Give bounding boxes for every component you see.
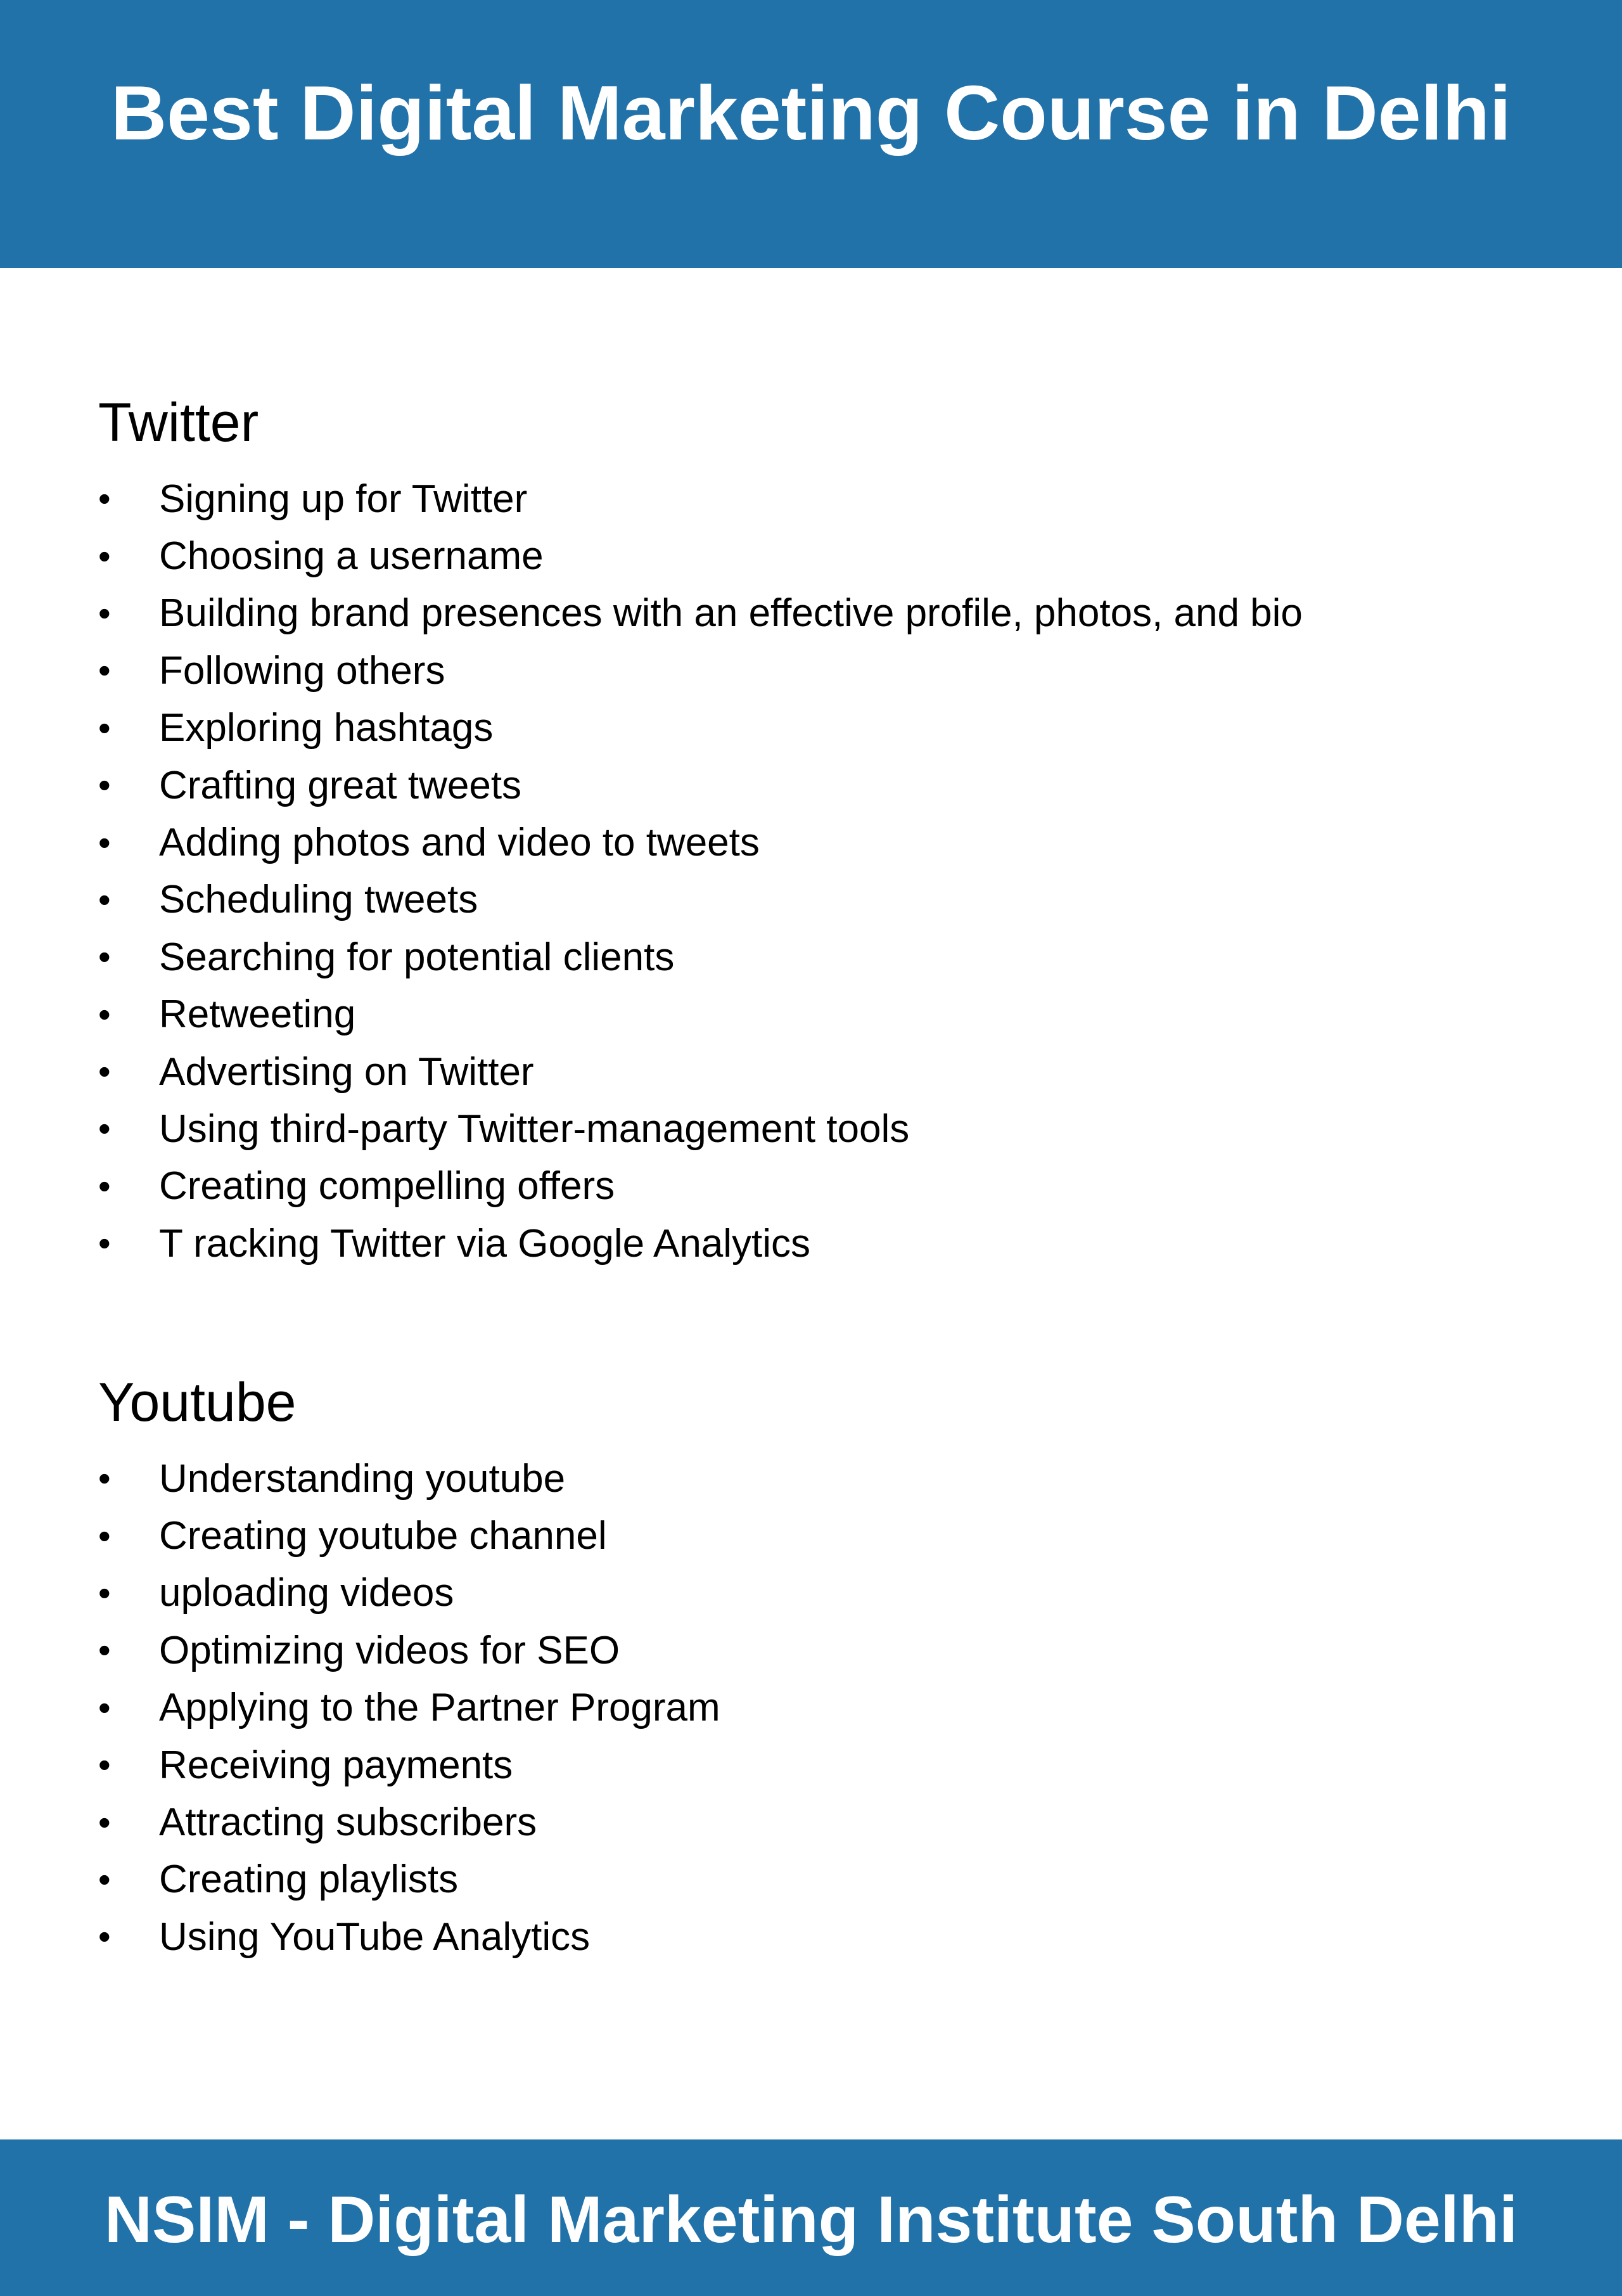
list-item [98, 1851, 1555, 1908]
list-item [98, 1100, 1555, 1157]
list-item [98, 642, 1555, 699]
list-item-text: uploading videos [159, 1571, 454, 1615]
list-item [98, 1908, 1555, 1965]
list-item [98, 1736, 1555, 1793]
bullet-icon: • [98, 994, 111, 1034]
list-item [98, 757, 1555, 814]
page-title: Best Digital Marketing Course in Delhi [111, 70, 1511, 156]
list-item [98, 1679, 1555, 1736]
list-item [98, 1215, 1555, 1272]
bullet-list-youtube [98, 1450, 1555, 1966]
list-item-text: Exploring hashtags [159, 706, 494, 750]
list-item-text: Attracting subscribers [159, 1800, 537, 1845]
bullet-icon: • [98, 1165, 111, 1206]
list-item-text: Using third-party Twitter-management tools [159, 1106, 910, 1151]
list-item [98, 1507, 1555, 1564]
list-item-text: Using YouTube Analytics [159, 1914, 591, 1959]
list-item-text: Choosing a username [159, 534, 544, 579]
bullet-icon: • [98, 478, 111, 519]
bullet-icon: • [98, 536, 111, 576]
list-item-text: Creating compelling offers [159, 1164, 615, 1209]
list-item-text: Creating youtube channel [159, 1514, 607, 1558]
list-item-text: Following others [159, 648, 445, 693]
bullet-icon: • [98, 593, 111, 633]
list-item-text: Building brand presences with an effective profile, photos, and bio [159, 591, 1303, 636]
list-item [98, 700, 1555, 757]
list-item-text: Understanding youtube [159, 1456, 566, 1501]
list-item [98, 527, 1555, 584]
list-item [98, 928, 1555, 985]
bullet-icon: • [98, 1802, 111, 1842]
list-item-text: Searching for potential clients [159, 935, 675, 979]
list-item-text: Applying to the Partner Program [159, 1686, 720, 1730]
list-item [98, 1158, 1555, 1215]
list-item [98, 1450, 1555, 1507]
footer-banner [0, 2139, 1622, 2296]
list-item [98, 1043, 1555, 1100]
section-heading-twitter: Twitter [98, 392, 259, 453]
bullet-icon: • [98, 650, 111, 691]
list-item [98, 814, 1555, 871]
bullet-icon: • [98, 822, 111, 863]
section-youtube [98, 1368, 1555, 1966]
bullet-icon: • [98, 1108, 111, 1149]
bullet-icon: • [98, 1916, 111, 1957]
bullet-icon: • [98, 707, 111, 748]
bullet-icon: • [98, 1051, 111, 1092]
section-twitter [98, 388, 1555, 1272]
bullet-list-twitter [98, 470, 1555, 1272]
bullet-icon: • [98, 1687, 111, 1728]
bullet-icon: • [98, 1630, 111, 1671]
list-item [98, 1622, 1555, 1679]
list-item [98, 1565, 1555, 1622]
bullet-icon: • [98, 1859, 111, 1899]
list-item [98, 871, 1555, 928]
bullet-icon: • [98, 765, 111, 805]
list-item-text: Signing up for Twitter [159, 477, 528, 521]
list-item-text: Optimizing videos for SEO [159, 1628, 620, 1672]
list-item [98, 986, 1555, 1043]
list-item-text: Adding photos and video to tweets [159, 821, 760, 865]
list-item [98, 1793, 1555, 1850]
list-item-text: Scheduling tweets [159, 878, 478, 922]
list-item-text: Crafting great tweets [159, 763, 522, 807]
bullet-icon: • [98, 1458, 111, 1499]
list-item-text: T racking Twitter via Google Analytics [159, 1221, 811, 1266]
list-item [98, 585, 1555, 642]
bullet-icon: • [98, 879, 111, 920]
list-item [98, 470, 1555, 527]
bullet-icon: • [98, 1572, 111, 1613]
list-item-text: Creating playlists [159, 1857, 459, 1902]
list-item-text: Receiving payments [159, 1743, 513, 1787]
bullet-icon: • [98, 937, 111, 977]
header-banner [0, 0, 1622, 268]
section-heading-youtube: Youtube [98, 1372, 297, 1433]
bullet-icon: • [98, 1745, 111, 1785]
list-item-text: Advertising on Twitter [159, 1049, 534, 1094]
footer-title: NSIM - Digital Marketing Institute South Delhi [104, 2183, 1518, 2257]
list-item-text: Retweeting [159, 992, 356, 1037]
bullet-icon: • [98, 1223, 111, 1264]
bullet-icon: • [98, 1515, 111, 1556]
